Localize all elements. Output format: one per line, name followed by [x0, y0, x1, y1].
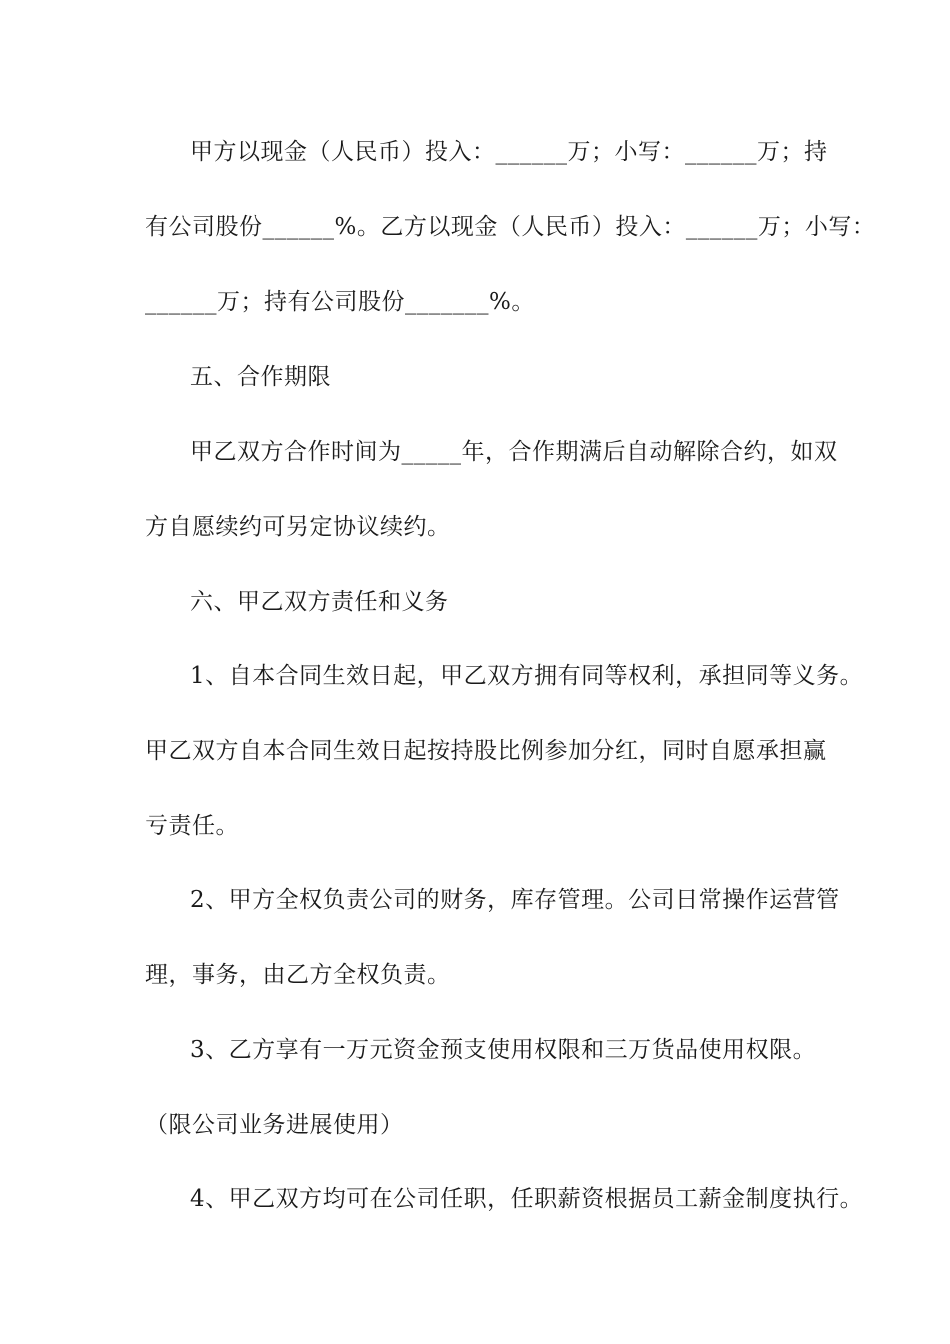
clause-3-line-1: 3、乙方享有一万元资金预支使用权限和三万货品使用权限。 [190, 1037, 817, 1063]
paragraph-term-line-2: 方自愿续约可另定协议续约。 [145, 514, 451, 540]
paragraph-term-line-1: 甲乙双方合作时间为_____年，合作期满后自动解除合约，如双 [190, 439, 838, 465]
clause-3-line-2: （限公司业务进展使用） [145, 1112, 404, 1138]
section-heading-responsibilities: 六、甲乙双方责任和义务 [190, 589, 449, 615]
clause-1-line-1: 1、自本合同生效日起，甲乙双方拥有同等权利，承担同等义务。 [190, 663, 864, 689]
clause-2-line-1: 2、甲方全权负责公司的财务，库存管理。公司日常操作运营管 [190, 887, 840, 913]
clause-4-line-1: 4、甲乙双方均可在公司任职，任职薪资根据员工薪金制度执行。 [190, 1186, 864, 1212]
paragraph-investment-line-1: 甲方以现金（人民币）投入：______万；小写：______万；持 [190, 139, 828, 165]
paragraph-investment-line-2: 有公司股份______%。乙方以现金（人民币）投入：______万；小写： [145, 214, 876, 240]
clause-1-line-3: 亏责任。 [145, 813, 239, 839]
section-heading-term: 五、合作期限 [190, 364, 331, 390]
clause-1-line-2: 甲乙双方自本合同生效日起按持股比例参加分红，同时自愿承担赢 [145, 738, 827, 764]
paragraph-investment-line-3: ______万；持有公司股份_______%。 [145, 289, 535, 315]
clause-2-line-2: 理，事务，由乙方全权负责。 [145, 962, 451, 988]
